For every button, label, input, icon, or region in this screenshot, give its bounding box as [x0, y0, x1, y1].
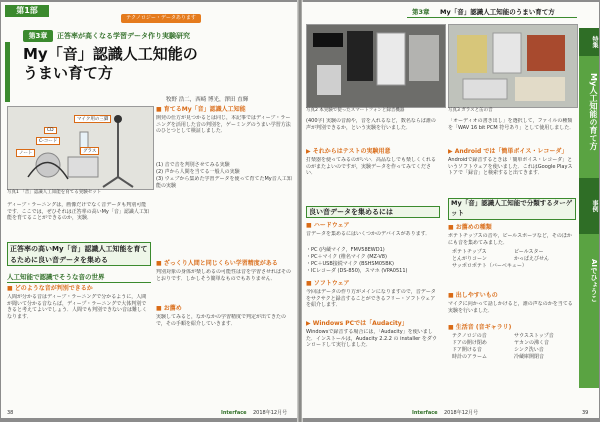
- photo3-drawing: [449, 25, 577, 107]
- accent-bar: [5, 42, 10, 102]
- life-item-4: ヤカンの沸く音: [514, 340, 550, 346]
- right-page: [302, 2, 599, 418]
- android-sub: ▶ Android では「簡単ボイス・レコーダ」: [448, 148, 568, 155]
- callout-targets: My「音」認識人工知能で分類するターゲット: [448, 198, 576, 220]
- header-rule: [407, 17, 577, 18]
- running-chapter: 第3章: [412, 8, 430, 16]
- software-heading: ■ ソフトウェア: [306, 280, 350, 288]
- label-note: ノート: [16, 149, 35, 157]
- right-col1-heading: ▶ それからはテストの実験用意: [306, 148, 391, 155]
- life-item-5: ドア開ける音: [452, 347, 482, 353]
- hw-item-4: ・ICレコーダ (DS-850)，スマホ (VPA0511): [306, 268, 408, 274]
- target-item-5: サッポロポテト（バーベキュー）: [452, 263, 527, 269]
- authors: 牧野 浩二，西崎 博光，澤田 直輝: [166, 97, 249, 103]
- target-body2: マイクに向かって話しかけると，誰の声なのかを当てる実験を行いました．: [448, 301, 573, 314]
- photo2-caption: 写真2 本実験で使ったスマートフォンと録音機器: [306, 108, 405, 113]
- col2-body: 開発の仕方が見つかるとは同じ，本記事ではディープ・ラーニングを活用した音の判別を，ゲーミングのうまい学習方法のひとつとして検証しました．: [156, 115, 291, 135]
- callout-title: 正答率の高いMy「音」認識人工知能を育てるために良い音データを集める: [7, 242, 151, 266]
- subtitle: 正答率が高くなる学習データ作り実験研究: [57, 32, 190, 40]
- title-line1: My「音」認識人工知能の: [23, 45, 198, 63]
- android-body: Androidで録音するときは「簡単ボイス・レコーダ」というソフトウェアを使いました．これはGoogle Playストアで「録音」と検索すると出てきます．: [448, 157, 573, 177]
- label-tripod: マイク用の三脚: [74, 115, 111, 123]
- col2-heading: ■ 育てるMy「音」認識人工知能: [156, 106, 246, 114]
- intro-text: ディープ・ラーニングは，画像だけでなく音データも判別可能です．ここでは，ぜひそれは正答率の高いMy「音」認識人工知能を育てることができるのか，実験．: [7, 202, 149, 222]
- target-heading2: ■ 出しやすいもの: [448, 292, 498, 300]
- left-page-number: 38: [7, 410, 14, 416]
- col2-heading2: ■ ざっくり人間と同じくらい学習精度がある: [156, 260, 278, 268]
- bullet2-heading: ■ お薦め: [156, 305, 182, 313]
- software-body: 今回はデータの作り方がメインになりますので，音データをサクサクと録音することができるフリー・ソフトウェアを紹介します．: [306, 289, 436, 309]
- sidebar-tab-examples[interactable]: 事例: [579, 178, 599, 234]
- life-item-7: 時計のアラーム: [452, 354, 488, 360]
- col2-list-2: (2) 声から人間を当てる一般人の実験: [156, 169, 240, 175]
- body1: 人間が分かる音はディープ・ラーニングで分かるように，人間が聞いて分かる音ならば，ディープ・ラーニングで大体判別できると考えてよいでしょう．人間でも判別できない音は難しくなります．: [7, 294, 148, 320]
- label-cd: CD: [44, 127, 57, 134]
- right-footer-issue: 2018年12月号: [444, 410, 479, 416]
- photo-glass-cans: [448, 24, 578, 108]
- target-item-1: ポテトチップス: [452, 249, 487, 255]
- right-col2-body: 「オーディオの書き出し」を選択して，ファイルの種類を「WAV 16 bit PCM 符号あり」として使用しました．: [448, 118, 575, 131]
- target-item-3: とんがりコーン: [452, 256, 487, 262]
- photo-smartphones: [306, 24, 446, 108]
- label-glass: グラス: [80, 147, 99, 155]
- left-footer-issue: 2018年12月号: [253, 410, 288, 416]
- hardware-body: 音データを集めるにはいくつかのデバイスがあります．: [306, 231, 431, 237]
- hw-item-2: ・PC＋マイク (椎名マイク (MZ-V8): [306, 254, 387, 260]
- software-body2: Windowsで録音する場合には，「Audacity」を使いました．インストールは，Audacity 2.2.2 の installer をダウンロードして実行しました．: [306, 329, 437, 349]
- chapter-badge: 第3章: [23, 30, 53, 42]
- photo2-drawing: [307, 25, 445, 107]
- life-item-1: テクノロジの音: [452, 333, 487, 339]
- section1-heading: 人工知能で認識でそうな音の世界: [7, 272, 151, 283]
- label-c-cord: C-コード: [36, 137, 60, 145]
- photo1-caption: 写真1 「音」認識人工知能を育てる実験セット: [7, 190, 102, 195]
- hw-item-3: ・PC＋USB接続マイク (BSHSM05BK): [306, 261, 394, 267]
- target-item-4: かっぱえびせん: [514, 256, 550, 262]
- left-page: [1, 2, 298, 418]
- sidebar-tab-ai[interactable]: AIでひょうこ: [590, 259, 598, 303]
- hw-item-1: ・PC (内蔵マイク，FMV58EWD1): [306, 247, 385, 253]
- col2-list-3: (3) ウェブから集めた学習データを使って育てたMy音人工知能の実験: [156, 176, 292, 189]
- life-sound-heading: ■ 生活音 (音ギャラリ): [448, 324, 511, 332]
- running-title: My「音」認識人工知能のうまい育て方: [440, 8, 555, 16]
- life-item-3: ドアの開け閉め: [452, 340, 487, 346]
- software-sub: ▶ Windows PCでは「Audacity」: [306, 320, 408, 327]
- life-item-6: シンク洗い音: [514, 347, 544, 353]
- right-col1-body: (400字) 実験の音源や，音を入れるなど，数名ならば誰の声が判別できるか，という実験を行いました．: [306, 118, 436, 131]
- ribbon: テクノロジー・データあります: [121, 14, 201, 23]
- callout-good-data: 良い音データを集めるには: [306, 206, 440, 218]
- target-body: ポテトチップスの音や，ビールスポーツなど，そのほかにも音を集めてみました．: [448, 233, 572, 246]
- col2-body2: 判別対象の身体が楽しめるの可能性は音を学習させればそのとおりです．しかしそう簡単なものでもありません．: [156, 269, 292, 282]
- photo3-caption: 写真3 ガラスと缶の音: [448, 108, 493, 113]
- right-footer-mag: Interface: [412, 410, 438, 416]
- title-line2: うまい育て方: [23, 64, 114, 82]
- left-footer-mag: Interface: [221, 410, 247, 416]
- life-item-2: サウスストップ音: [514, 333, 554, 339]
- photo-experiment-set: [7, 106, 154, 190]
- target-item-2: ビールスター: [514, 249, 544, 255]
- hardware-heading: ■ ハードウェア: [306, 222, 350, 230]
- sidebar-title: My人工知能の育て方: [589, 73, 598, 151]
- target-heading: ■ お薦めの種類: [448, 224, 492, 232]
- part-badge: 第1部: [5, 5, 49, 17]
- sidebar-tab-feature[interactable]: 特集: [579, 28, 599, 56]
- life-item-8: 冷蔵庫開閉音: [514, 354, 545, 360]
- col2-body3: 実験してみると，なかなかの学習精度で判定が出てきたので，その手順を紹介していきます．: [156, 314, 287, 327]
- bullet1-heading: ■ どのような音が判別できるか: [7, 285, 93, 293]
- feature-sidebar: [579, 28, 599, 388]
- right-col1-body2: 打楽器を使ってみるのがいい．高品なしでも楽しくくれるのがまたよいのですが，実験データを作ってみてください．: [306, 157, 437, 177]
- col2-list-1: (1) 音で音を判別させてみる実験: [156, 162, 230, 168]
- right-page-number: 39: [582, 410, 589, 416]
